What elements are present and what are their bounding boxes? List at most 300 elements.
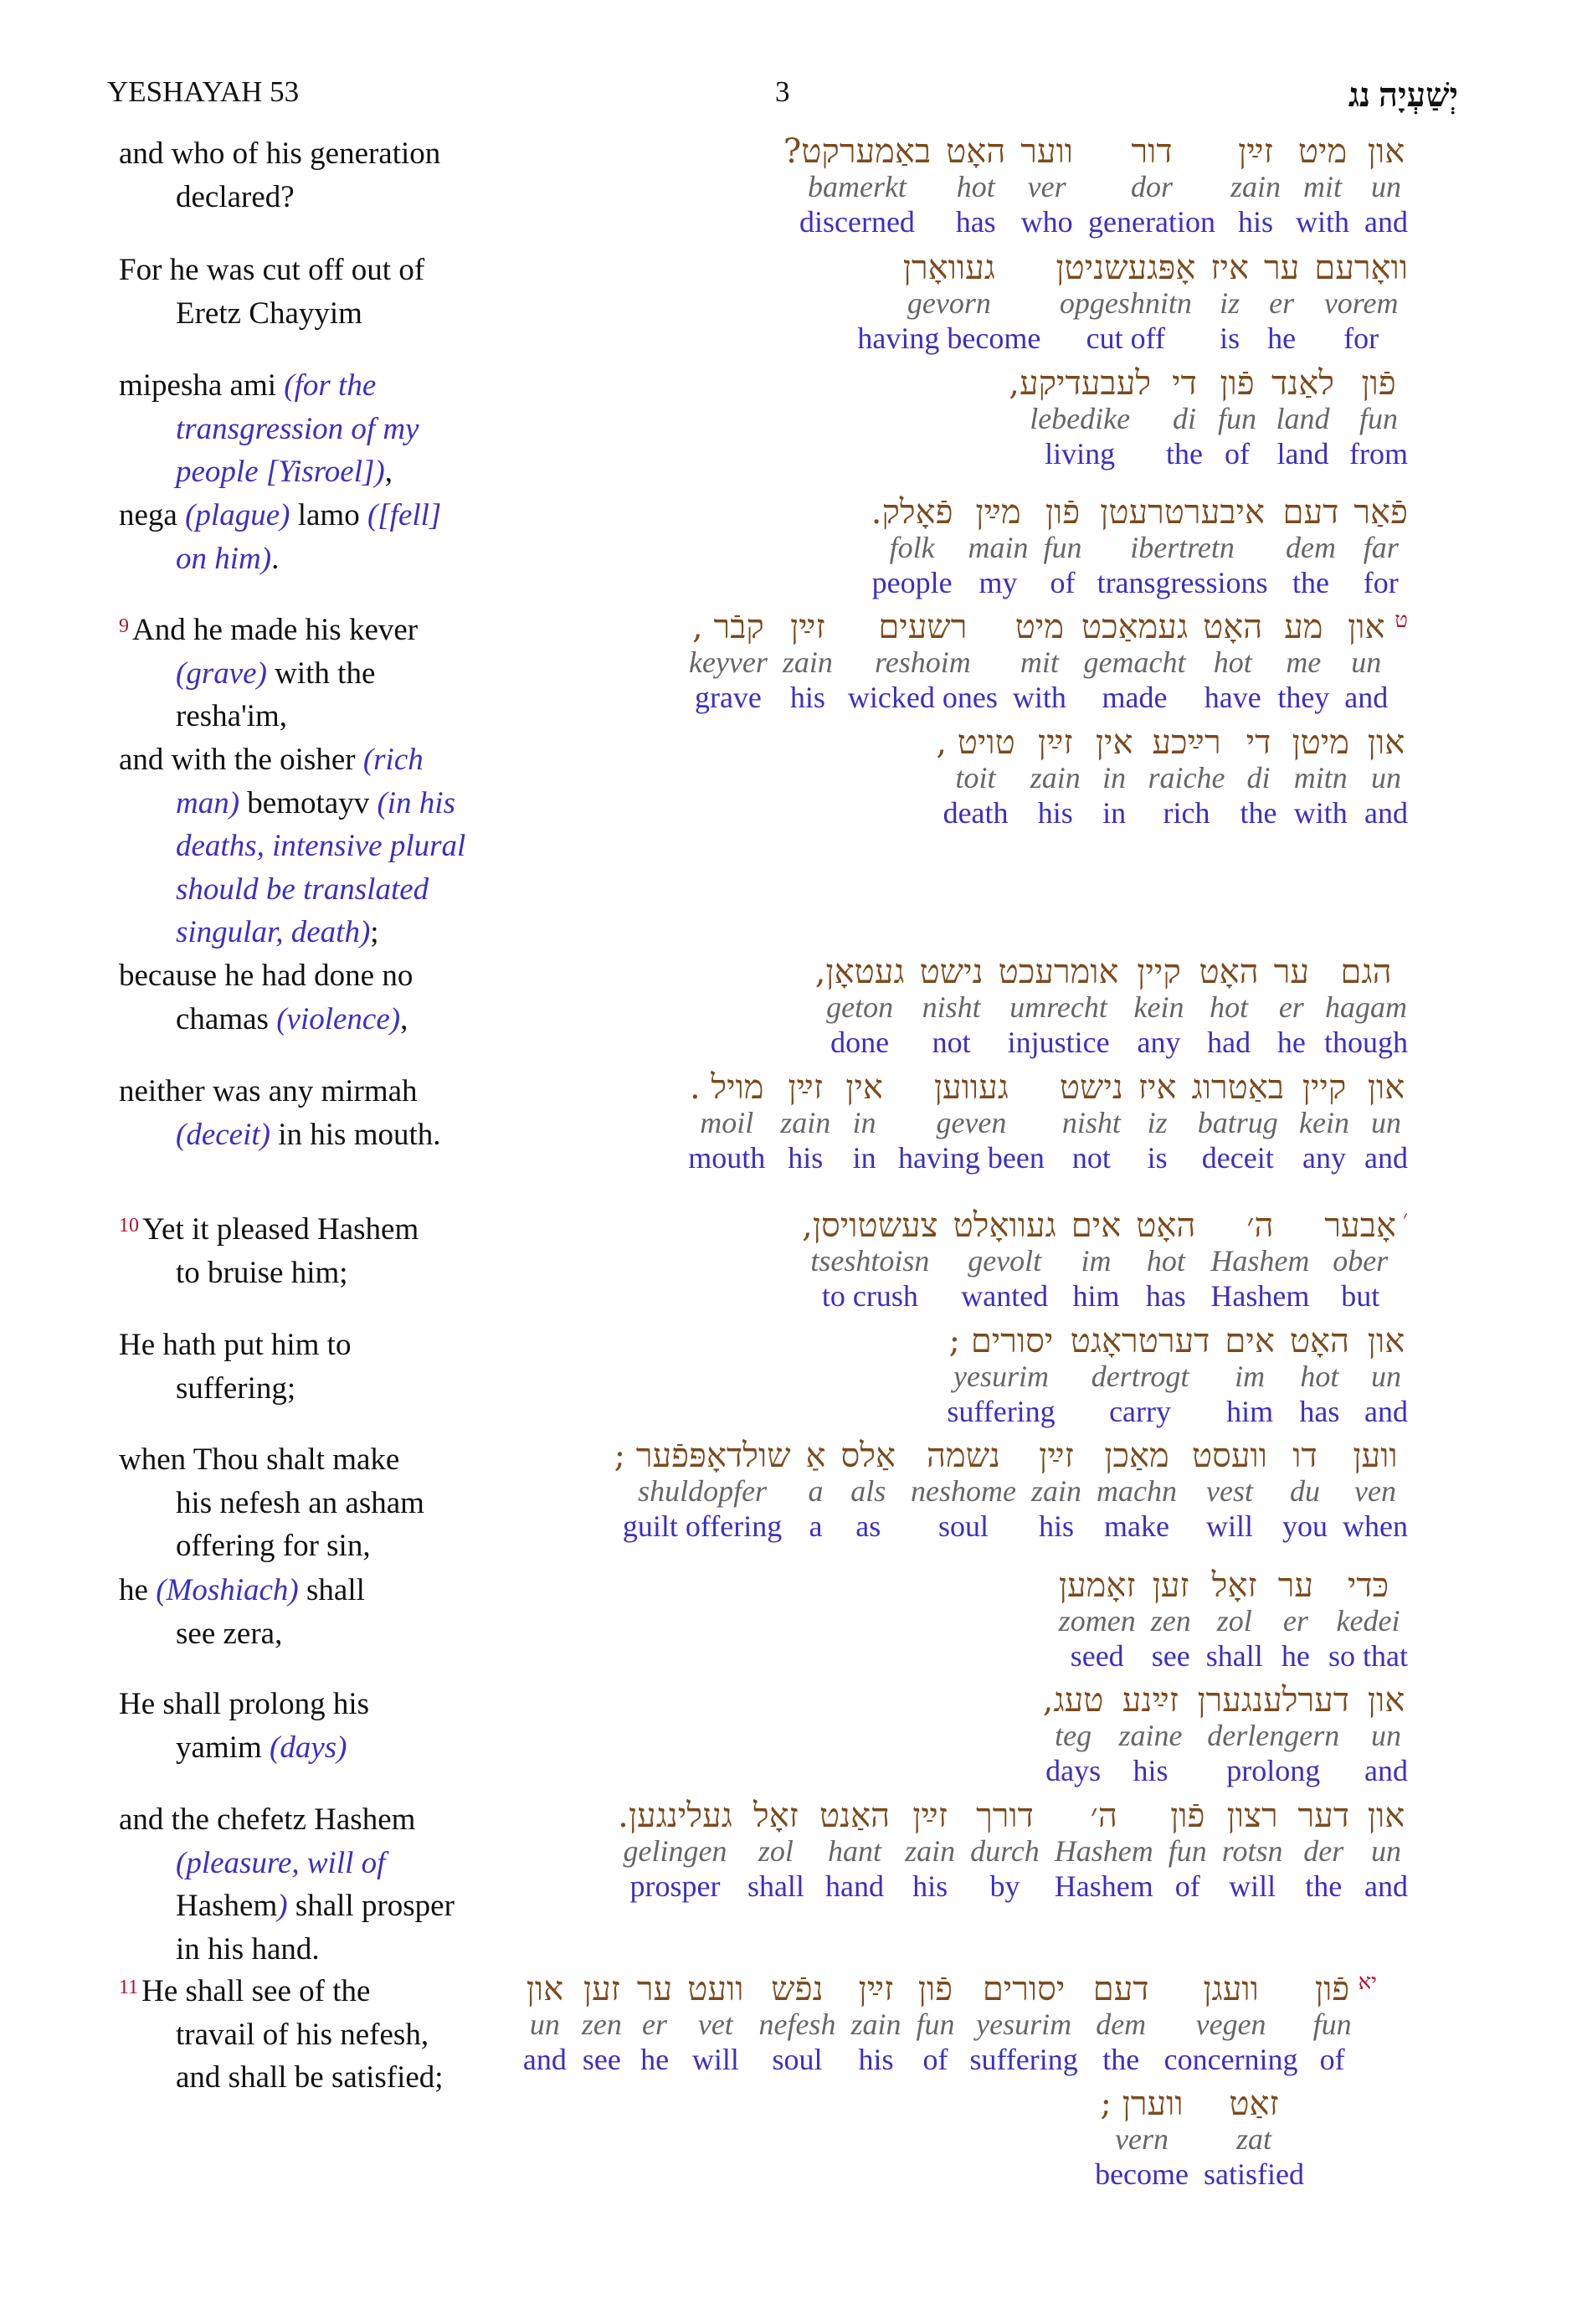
english-gloss: his bbox=[1037, 796, 1073, 830]
english-gloss: he bbox=[1276, 1026, 1306, 1059]
word-gloss bbox=[850, 1972, 901, 2077]
translation-line bbox=[119, 782, 465, 825]
transliteration: in bbox=[1102, 761, 1127, 794]
translation-text: He shall see of the bbox=[141, 1974, 371, 2008]
transliteration: land bbox=[1276, 402, 1330, 435]
transliteration: me bbox=[1286, 645, 1322, 679]
english-gloss: see bbox=[582, 2043, 621, 2076]
translation-line bbox=[119, 1798, 455, 1842]
transliteration: un bbox=[529, 2008, 560, 2041]
yiddish-word: געווען bbox=[933, 1068, 1009, 1107]
yiddish-word: זײַן bbox=[1039, 1437, 1074, 1475]
translation-text: . bbox=[271, 541, 280, 576]
transliteration: mit bbox=[1303, 170, 1343, 203]
english-gloss: when bbox=[1343, 1509, 1408, 1543]
yiddish-word: פֿון bbox=[1314, 1970, 1350, 2008]
transliteration: dem bbox=[1285, 531, 1336, 564]
word-gloss bbox=[1088, 134, 1215, 239]
translation-paragraph bbox=[119, 738, 465, 954]
transliteration: er bbox=[1282, 1604, 1308, 1638]
english-gloss: prolong bbox=[1226, 1754, 1321, 1787]
word-gloss bbox=[1264, 250, 1299, 356]
word-gloss bbox=[1097, 1438, 1177, 1544]
english-gloss: though bbox=[1323, 1026, 1408, 1059]
transliteration: fun bbox=[1043, 531, 1082, 564]
word-gloss bbox=[687, 1972, 743, 2077]
transliteration: du bbox=[1290, 1474, 1321, 1508]
word-gloss bbox=[1313, 1972, 1352, 2077]
word-gloss bbox=[1299, 1070, 1349, 1175]
translation-paragraph bbox=[119, 1970, 444, 2100]
english-gloss: will bbox=[1205, 1509, 1253, 1543]
interlinear-block bbox=[689, 609, 1408, 715]
transliteration: opgeshnitn bbox=[1059, 286, 1192, 320]
english-gloss: my bbox=[978, 566, 1018, 599]
transliteration: un bbox=[1371, 1360, 1401, 1393]
transliteration: bamerkt bbox=[807, 170, 907, 203]
yiddish-word: רצון bbox=[1226, 1797, 1278, 1835]
translation-line bbox=[119, 2056, 444, 2100]
translation-paragraph bbox=[119, 494, 441, 580]
yiddish-word: אין bbox=[1095, 723, 1133, 762]
interlinear-block bbox=[614, 1438, 1408, 1544]
transliteration: zain bbox=[905, 1834, 956, 1868]
transliteration: nisht bbox=[922, 990, 981, 1024]
transliteration: teg bbox=[1055, 1719, 1092, 1752]
english-gloss: of bbox=[1174, 1869, 1200, 1903]
yiddish-word: זאָל bbox=[753, 1797, 799, 1835]
english-gloss: see bbox=[1151, 1639, 1190, 1673]
translation-paragraph bbox=[119, 364, 419, 494]
english-gloss: soul bbox=[937, 1509, 989, 1543]
english-gloss: has bbox=[1145, 1279, 1186, 1313]
transliteration: shuldopfer bbox=[638, 1474, 768, 1508]
yiddish-word: יסורים bbox=[982, 1970, 1066, 2008]
word-gloss bbox=[1199, 954, 1259, 1060]
translation-line bbox=[119, 1070, 441, 1113]
word-gloss bbox=[637, 1972, 672, 2077]
transliteration: hagam bbox=[1324, 990, 1407, 1024]
english-gloss: the bbox=[1292, 566, 1329, 599]
english-gloss: a bbox=[809, 1509, 823, 1543]
explanatory-note: ([fell] bbox=[367, 498, 442, 532]
english-gloss: is bbox=[1147, 1141, 1168, 1175]
verse-marker: יא bbox=[1358, 1970, 1377, 1995]
english-gloss: shall bbox=[747, 1869, 804, 1903]
word-gloss bbox=[1324, 1208, 1396, 1314]
transliteration: zain bbox=[1030, 1474, 1081, 1508]
yiddish-word: מיטן bbox=[1292, 723, 1350, 762]
transliteration: fun bbox=[1168, 1834, 1207, 1868]
word-gloss bbox=[1218, 366, 1256, 471]
translation-text: declared? bbox=[176, 179, 295, 214]
english-gloss: the bbox=[1305, 1869, 1343, 1903]
english-gloss: had bbox=[1207, 1026, 1251, 1059]
english-gloss: Hashem bbox=[1210, 1279, 1310, 1313]
english-gloss: wanted bbox=[961, 1279, 1049, 1313]
english-gloss: have bbox=[1204, 681, 1261, 714]
transliteration: vegen bbox=[1195, 2008, 1266, 2041]
translation-text: mipesha ami bbox=[119, 368, 285, 403]
explanatory-note: (plague) bbox=[185, 498, 290, 532]
yiddish-word: מײַן bbox=[975, 493, 1021, 532]
english-gloss: his bbox=[1133, 1754, 1169, 1787]
transliteration: hot bbox=[1210, 990, 1249, 1024]
yiddish-word: ה׳ bbox=[1090, 1797, 1117, 1835]
yiddish-word: פֿון bbox=[1220, 364, 1255, 403]
english-gloss: with bbox=[1293, 796, 1348, 830]
transliteration: gemacht bbox=[1083, 645, 1186, 679]
yiddish-word: ווער bbox=[1020, 132, 1074, 171]
word-gloss bbox=[523, 1972, 567, 2077]
translation-line bbox=[119, 1524, 424, 1568]
word-gloss bbox=[920, 954, 984, 1060]
transliteration: keyver bbox=[688, 645, 768, 679]
translation-line bbox=[119, 494, 441, 537]
transliteration: toit bbox=[955, 761, 996, 794]
translation-paragraph bbox=[119, 1208, 419, 1294]
translation-paragraph bbox=[119, 1569, 365, 1655]
english-gloss: has bbox=[955, 205, 996, 239]
yiddish-word: לאַנד bbox=[1271, 364, 1335, 403]
transliteration: gevorn bbox=[907, 286, 991, 320]
word-gloss bbox=[780, 1070, 830, 1175]
english-gloss: his bbox=[912, 1869, 948, 1903]
english-gloss: of bbox=[1050, 566, 1076, 599]
english-gloss: carry bbox=[1109, 1395, 1171, 1428]
word-gloss bbox=[1283, 495, 1339, 600]
transliteration: der bbox=[1303, 1834, 1344, 1868]
yiddish-word: פֿון bbox=[1045, 493, 1081, 532]
yiddish-word: זאָמען bbox=[1058, 1566, 1136, 1605]
yiddish-word: איז bbox=[1210, 249, 1249, 287]
english-gloss: rich bbox=[1163, 796, 1210, 830]
translation-text: bemotayv bbox=[239, 785, 378, 820]
word-gloss bbox=[1148, 725, 1225, 830]
english-gloss: discerned bbox=[799, 205, 915, 239]
transliteration: vern bbox=[1115, 2122, 1169, 2156]
english-gloss: wicked ones bbox=[847, 681, 998, 714]
explanatory-note: (rich bbox=[362, 743, 424, 777]
word-gloss bbox=[845, 1070, 883, 1175]
translation-paragraph bbox=[119, 954, 413, 1041]
yiddish-word: זאַט bbox=[1229, 2085, 1279, 2123]
english-gloss: done bbox=[830, 1026, 890, 1059]
translation-line bbox=[119, 825, 465, 868]
translation-line bbox=[119, 1208, 419, 1252]
translation-text: and the chefetz Hashem bbox=[119, 1802, 416, 1837]
word-gloss bbox=[1136, 1208, 1195, 1314]
translation-line bbox=[119, 249, 424, 292]
interlinear-block bbox=[857, 250, 1408, 356]
english-gloss: in bbox=[1102, 796, 1127, 830]
yiddish-word: אים bbox=[1071, 1206, 1122, 1245]
yiddish-word: זײַן bbox=[912, 1797, 948, 1835]
english-gloss: from bbox=[1349, 437, 1408, 470]
word-gloss bbox=[815, 954, 905, 1060]
transliteration: zol bbox=[758, 1834, 794, 1868]
transliteration: ibertretn bbox=[1130, 531, 1235, 564]
translation-text: suffering; bbox=[176, 1370, 296, 1406]
transliteration: machn bbox=[1097, 1474, 1177, 1508]
word-gloss bbox=[953, 1208, 1056, 1314]
word-gloss bbox=[1095, 2086, 1189, 2192]
transliteration: gevolt bbox=[968, 1244, 1042, 1278]
yiddish-word: זײַן bbox=[1238, 132, 1273, 171]
word-gloss bbox=[1314, 250, 1408, 356]
transliteration: un bbox=[1351, 645, 1382, 679]
yiddish-word: דור bbox=[1131, 132, 1173, 171]
yiddish-word: יסורים ; bbox=[948, 1322, 1054, 1360]
english-gloss: for bbox=[1343, 321, 1379, 355]
word-gloss bbox=[1282, 1438, 1328, 1544]
word-gloss bbox=[1118, 1683, 1182, 1788]
yiddish-word: און bbox=[1367, 723, 1405, 762]
translation-line bbox=[119, 609, 418, 652]
translation-line bbox=[119, 132, 440, 176]
transliteration: dor bbox=[1131, 170, 1174, 203]
english-gloss: satisfied bbox=[1204, 2157, 1304, 2191]
translation-line bbox=[119, 954, 413, 998]
word-gloss bbox=[1240, 725, 1276, 830]
word-gloss bbox=[614, 1438, 791, 1544]
translation-line bbox=[119, 1612, 365, 1656]
running-header-title: YESHAYAH 53 bbox=[107, 75, 300, 108]
verse-number: 10 bbox=[119, 1215, 139, 1237]
yiddish-word: ה׳ bbox=[1246, 1206, 1274, 1245]
translation-text: see zera, bbox=[176, 1616, 283, 1651]
translation-line bbox=[119, 1970, 444, 2013]
english-gloss: hand bbox=[825, 1869, 885, 1903]
english-gloss: suffering bbox=[969, 2043, 1078, 2076]
yiddish-word: זײַן bbox=[789, 608, 825, 646]
word-gloss bbox=[936, 725, 1014, 830]
english-gloss: having become bbox=[857, 321, 1041, 355]
yiddish-word: מאַכן bbox=[1104, 1437, 1169, 1475]
yiddish-word: געוואָרן bbox=[902, 249, 995, 287]
interlinear-block bbox=[783, 134, 1408, 239]
yiddish-word: אין bbox=[845, 1068, 883, 1107]
yiddish-word: שולדאָפּפֿער ; bbox=[614, 1437, 791, 1475]
verse-number: 9 bbox=[119, 615, 129, 637]
transliteration: hot bbox=[1213, 645, 1252, 679]
translation-text: because he had done no bbox=[119, 959, 413, 993]
word-gloss bbox=[582, 1972, 622, 2077]
translation-text: And he made his kever bbox=[132, 613, 419, 647]
translation-text: travail of his nefesh, bbox=[176, 2017, 429, 2052]
transliteration: zol bbox=[1216, 1604, 1252, 1638]
english-gloss: deceit bbox=[1201, 1141, 1274, 1175]
translation-line bbox=[119, 537, 441, 581]
verse-number: 11 bbox=[119, 1977, 139, 1998]
interlinear-block bbox=[1059, 1568, 1408, 1674]
yiddish-word: האַנט bbox=[819, 1797, 891, 1835]
yiddish-word: זײַן bbox=[858, 1970, 894, 2008]
translation-line bbox=[119, 738, 465, 782]
word-gloss bbox=[1364, 134, 1408, 239]
translation-text: offering for sin, bbox=[176, 1529, 371, 1563]
yiddish-word: מיט bbox=[1014, 608, 1065, 646]
word-gloss bbox=[758, 1972, 835, 2077]
translation-line bbox=[119, 911, 465, 954]
transliteration: un bbox=[1371, 1106, 1401, 1139]
explanatory-note: transgression of my bbox=[176, 411, 419, 446]
word-gloss bbox=[1297, 1798, 1349, 1904]
transliteration: vet bbox=[697, 2008, 733, 2041]
transliteration: hot bbox=[1146, 1244, 1185, 1278]
yiddish-word: די bbox=[1172, 364, 1197, 403]
english-gloss: with bbox=[1012, 681, 1066, 714]
interlinear-block bbox=[523, 1972, 1377, 2077]
english-gloss: so that bbox=[1328, 1639, 1408, 1673]
word-gloss bbox=[1271, 366, 1334, 471]
word-gloss bbox=[1277, 609, 1329, 715]
english-gloss: is bbox=[1220, 321, 1240, 355]
word-gloss bbox=[1364, 1070, 1408, 1175]
transliteration: yesurim bbox=[976, 2008, 1072, 2041]
interlinear-block bbox=[802, 1208, 1408, 1314]
word-gloss bbox=[802, 1208, 937, 1314]
yiddish-word: האָט bbox=[1199, 953, 1259, 991]
word-gloss bbox=[1324, 954, 1408, 1060]
english-gloss: not bbox=[932, 1026, 971, 1059]
transliteration: reshoim bbox=[875, 645, 971, 679]
transliteration: main bbox=[968, 531, 1029, 564]
transliteration: umrecht bbox=[1009, 990, 1107, 1024]
english-gloss: not bbox=[1071, 1141, 1111, 1175]
word-gloss bbox=[1210, 1208, 1309, 1314]
interlinear-block bbox=[1095, 2086, 1304, 2192]
page-number: 3 bbox=[775, 75, 790, 108]
english-gloss: soul bbox=[772, 2043, 823, 2076]
yiddish-word: אים bbox=[1225, 1322, 1275, 1360]
explanatory-note: (pleasure, will of bbox=[176, 1845, 386, 1880]
transliteration: geven bbox=[936, 1106, 1007, 1139]
transliteration: lebedike bbox=[1030, 402, 1131, 435]
word-gloss bbox=[1290, 1324, 1349, 1429]
english-gloss: in bbox=[852, 1141, 876, 1175]
translation-text: in his mouth. bbox=[270, 1117, 441, 1152]
word-gloss bbox=[1081, 609, 1188, 715]
yiddish-word: און bbox=[1367, 1681, 1405, 1720]
word-gloss bbox=[1192, 1438, 1267, 1544]
word-gloss bbox=[1343, 1438, 1408, 1544]
translation-line bbox=[119, 1884, 455, 1928]
translation-text: and who of his generation bbox=[119, 136, 441, 171]
yiddish-word: אַלס bbox=[840, 1437, 896, 1475]
transliteration: er bbox=[1269, 286, 1295, 320]
explanatory-note: should be translated bbox=[176, 872, 429, 907]
english-gloss: Hashem bbox=[1054, 1869, 1153, 1903]
transliteration: dertrogt bbox=[1091, 1360, 1189, 1393]
transliteration: er bbox=[1278, 990, 1304, 1024]
explanatory-note: ) bbox=[277, 1889, 288, 1923]
transliteration: vorem bbox=[1323, 286, 1399, 320]
yiddish-word: נשמה bbox=[926, 1437, 1001, 1475]
english-gloss: grave bbox=[694, 681, 762, 714]
english-gloss: and bbox=[1364, 205, 1408, 239]
transliteration: derlengern bbox=[1207, 1719, 1340, 1752]
english-gloss: mouth bbox=[688, 1141, 766, 1175]
word-gloss bbox=[1031, 1438, 1081, 1544]
word-gloss bbox=[848, 609, 998, 715]
word-gloss bbox=[618, 1798, 732, 1904]
transliteration: hot bbox=[956, 170, 995, 203]
transliteration: tseshtoisn bbox=[810, 1244, 930, 1278]
transliteration: mit bbox=[1020, 645, 1059, 679]
transliteration: yesurim bbox=[953, 1360, 1050, 1393]
translation-line bbox=[119, 1569, 365, 1612]
word-gloss bbox=[1364, 1683, 1408, 1788]
english-gloss: for bbox=[1363, 566, 1399, 599]
yiddish-word: און bbox=[1367, 132, 1405, 171]
transliteration: iz bbox=[1147, 1106, 1168, 1139]
transliteration: geton bbox=[826, 990, 894, 1024]
transliteration: vest bbox=[1206, 1474, 1253, 1508]
word-gloss bbox=[1013, 609, 1066, 715]
english-gloss: he bbox=[640, 2043, 670, 2076]
yiddish-word: הגם bbox=[1340, 953, 1392, 991]
transliteration: rotsn bbox=[1221, 1834, 1283, 1868]
yiddish-word: רשעים bbox=[878, 608, 968, 646]
transliteration: Hashem bbox=[1054, 1834, 1153, 1868]
yiddish-word: צעשטויסן, bbox=[802, 1206, 938, 1245]
english-gloss: suffering bbox=[947, 1395, 1056, 1428]
transliteration: moil bbox=[700, 1106, 754, 1139]
transliteration: fun bbox=[916, 2008, 955, 2041]
translation-line bbox=[119, 292, 424, 336]
transliteration: Hashem bbox=[1210, 1244, 1310, 1278]
word-gloss bbox=[969, 1972, 1077, 2077]
translation-text: and with the oisher bbox=[119, 743, 363, 777]
yiddish-word: ווען bbox=[1353, 1437, 1398, 1475]
english-gloss: shall bbox=[1205, 1639, 1263, 1673]
explanatory-note: (deceit) bbox=[176, 1117, 270, 1152]
translation-paragraph bbox=[119, 1798, 455, 1971]
translation-text: He shall prolong his bbox=[119, 1687, 370, 1721]
transliteration: gelingen bbox=[623, 1834, 727, 1868]
yiddish-word: פֿאַר bbox=[1353, 493, 1408, 532]
transliteration: zain bbox=[782, 645, 833, 679]
explanatory-note: on him) bbox=[176, 541, 272, 576]
translation-text: nega bbox=[119, 498, 186, 532]
english-gloss: you bbox=[1282, 1509, 1328, 1543]
explanatory-note: people [Yisroel]) bbox=[176, 455, 385, 489]
english-gloss: and bbox=[1344, 681, 1389, 714]
word-gloss bbox=[898, 1070, 1045, 1175]
yiddish-word: דעם bbox=[1092, 1970, 1149, 2008]
word-gloss bbox=[1197, 1683, 1349, 1788]
transliteration: ven bbox=[1354, 1474, 1396, 1508]
translation-line bbox=[119, 1928, 455, 1972]
translation-text: chamas bbox=[176, 1001, 277, 1036]
interlinear-block bbox=[871, 495, 1408, 600]
yiddish-word: ער bbox=[636, 1970, 673, 2008]
explanatory-note: (for the bbox=[284, 368, 377, 403]
transliteration: iz bbox=[1220, 286, 1240, 320]
translation-text: with the bbox=[266, 656, 376, 691]
yiddish-word: נישט bbox=[919, 953, 984, 991]
transliteration: un bbox=[1371, 170, 1401, 203]
yiddish-word: באַמערקט? bbox=[783, 132, 932, 171]
explanatory-note: singular, death) bbox=[176, 915, 371, 949]
explanatory-note: deaths, intensive plural bbox=[176, 829, 466, 863]
translation-text: neither was any mirmah bbox=[119, 1074, 418, 1108]
english-gloss: of bbox=[922, 2043, 948, 2076]
english-gloss: by bbox=[989, 1869, 1020, 1903]
word-gloss bbox=[806, 1438, 826, 1544]
english-gloss: of bbox=[1225, 437, 1251, 470]
